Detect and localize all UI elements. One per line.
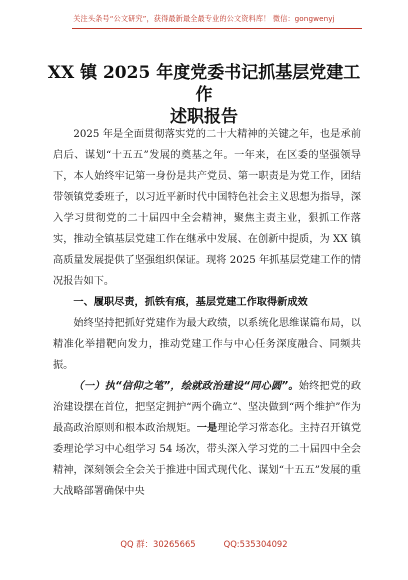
document-body: [53, 124, 361, 502]
title-line-1: XX 镇 2025 年度党委书记抓基层党建工作: [47, 63, 361, 105]
subsection-1-heading: （一）执“信仰之笔”，绘就政治建设“同心圆”。: [73, 381, 299, 392]
footer-qq: QQ:535304092: [223, 539, 288, 549]
footer-contact: [0, 538, 408, 550]
section-1-paragraph: 始终坚持把抓好党建作为最大政绩，以系统化思维谋篇布局，以精准化举措靶向发力，推动党建工作与中心任务深度融合、同频共振。: [53, 318, 361, 371]
header-divider: [72, 28, 362, 29]
section-1-heading: 一、履职尽责，抓铁有痕，基层党建工作取得新成效: [73, 297, 308, 308]
intro-paragraph: 2025 年是全面贯彻落实党的二十大精神的关键之年，也是承前启后、谋划“十五五”发展的奠基之年。一年来，在区委的坚强领导下，本人始终牢记第一身份是共产党员、第一职责是为党工作，团结带领镇党委班子，以习近平新时代中国特色社会主义思想为指导，深入学习贯彻党的二十届四中全会精神，聚焦主责主业，狠抓工作落实，推动全镇基层党建工作在继承中发展、在创新中提质，为 XX 镇高质量发展提供了坚强组织保证。现将 2025 年抓基层党建工作的情况报告如下。: [53, 129, 361, 287]
subsection-1-text-a: 始终把党的政治建设摆在首位，把坚定拥护“两个确立”、坚决做到“两个维护”作为最高政治原则和根本政治规矩。: [53, 381, 362, 434]
header-banner: 关注头条号“公文研究”，获得最新最全最专业的公文资料库！ 微信：gongwenyj: [73, 14, 335, 23]
subsection-1-text-b: 理论学习常态化。主持召开镇党委理论学习中心组学习 54 场次，带头深入学习党的二十届四中全会精神，深刻领会全会关于推进中国式现代化、谋划“十五五”发展的重大战略部署确保中央: [53, 423, 362, 497]
document-title: [40, 62, 368, 128]
subsection-1-marker: 一是: [196, 422, 218, 434]
footer-qq-group: QQ 群：30265665: [120, 539, 196, 549]
subsection-1-paragraph: [53, 376, 361, 502]
title-line-2: 述职报告: [170, 107, 238, 127]
